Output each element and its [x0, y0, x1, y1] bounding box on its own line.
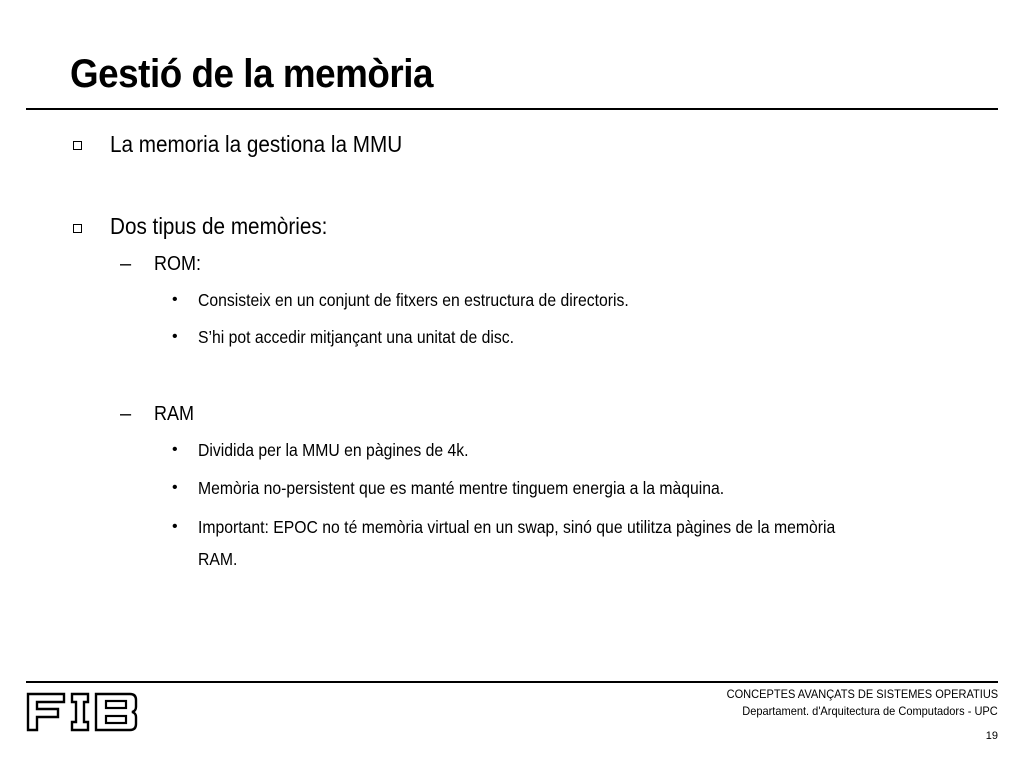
square-bullet-icon	[73, 224, 82, 233]
dot-bullet: •	[172, 441, 178, 458]
ram-item-3: Important: EPOC no té memòria virtual en un swap, sinó que utilitza pàgines de la memòria	[198, 517, 836, 537]
dot-bullet: •	[172, 479, 178, 496]
dash-bullet: –	[120, 253, 132, 275]
page-number: 19	[985, 730, 998, 742]
footer-department: Departament. d'Arquitectura de Computadors - UPC	[742, 704, 998, 718]
ram-item-1: Dividida per la MMU en pàgines de 4k.	[198, 440, 469, 460]
bullet-memory-types: Dos tipus de memòries:	[110, 213, 328, 239]
slide-title: Gestió de la memòria	[70, 52, 434, 96]
dot-bullet: •	[172, 291, 178, 308]
rom-item-2: S’hi pot accedir mitjançant una unitat de disc.	[198, 327, 515, 347]
dot-bullet: •	[172, 328, 178, 345]
rom-item-1: Consisteix en un conjunt de fitxers en estructura de directoris.	[198, 290, 629, 310]
bullet-mmu: La memoria la gestiona la MMU	[110, 131, 403, 157]
bullet-ram: RAM	[154, 403, 195, 425]
footer-divider	[26, 681, 998, 683]
square-bullet-icon	[73, 141, 82, 150]
dot-bullet: •	[172, 518, 178, 535]
ram-item-3-continued: RAM.	[198, 549, 238, 569]
fib-logo-icon	[26, 690, 138, 734]
footer-course: CONCEPTES AVANÇATS DE SISTEMES OPERATIUS	[726, 687, 998, 701]
dash-bullet: –	[120, 403, 132, 425]
bullet-rom: ROM:	[154, 253, 201, 275]
ram-item-2: Memòria no-persistent que es manté mentre tinguem energia a la màquina.	[198, 478, 725, 498]
title-divider	[26, 108, 998, 110]
